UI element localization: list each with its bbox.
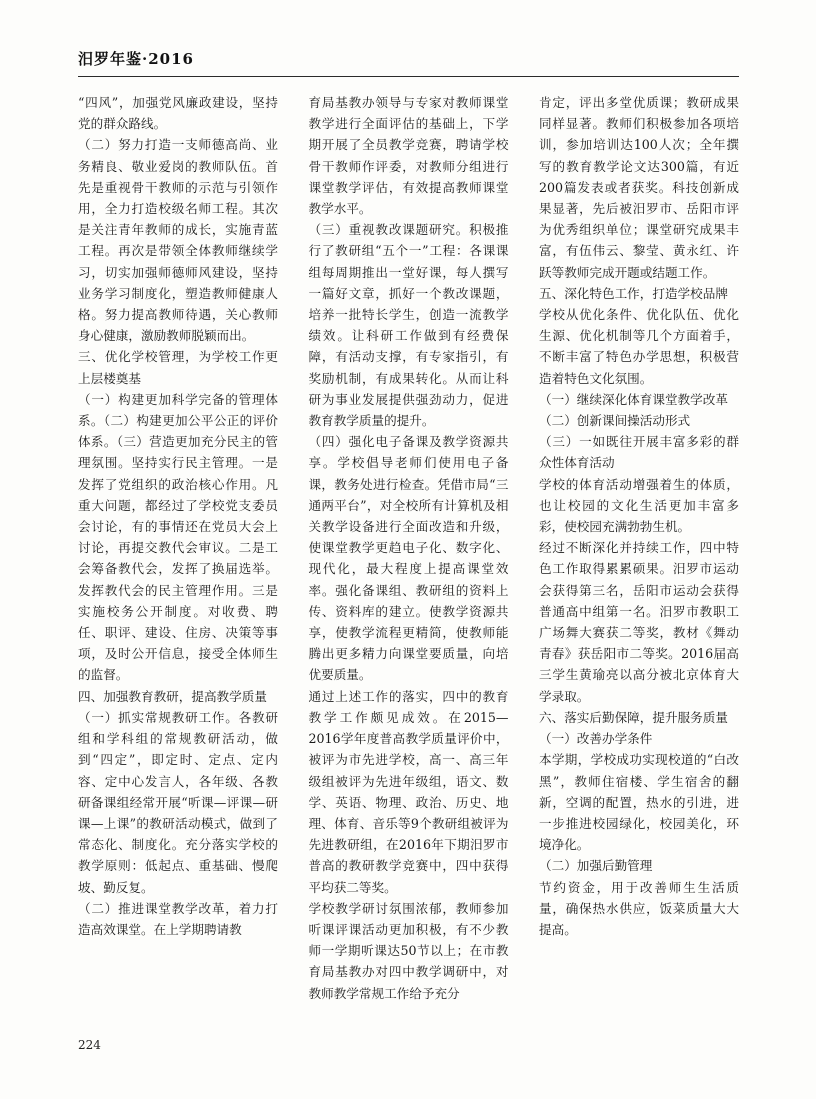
paragraph: 通过上述工作的落实，四中的教育教学工作颇见成效。在2015—2016学年度普高教学质量评价中，被评为市先进学校，高一、高三年级组被评为先进年级组，语文、数学、英语、物理、政治、历史、地理、体育、音乐等9个教研组被评为先进教研组，在2016年下期汨罗市普高的教研教学竞赛中，四中获得平均获二等奖。 [308,688,509,895]
paragraph: 育局基教办领导与专家对教师课堂教学进行全面评估的基础上，下学期开展了全员教学竞赛，聘请学校骨干教师作评委，对教师分组进行课堂教学评估，有效提高教师课堂教学水平。 [308,95,509,217]
paragraph: 学校教学研讨氛围浓郁，教师参加听课评课活动更加积极，有不少教师一学期听课达50节以上；在市教育局基教办对四中教学调研中，对教师教学常规工作给予充分 [308,900,509,1001]
paragraph: （一）继续深化体育课堂教学改革 [539,391,728,407]
paragraph: （三）一如既往开展丰富多彩的群众性体育活动 [539,434,739,471]
paragraph: （二）创新课间操活动形式 [539,413,691,429]
paragraph: 学校的体育活动增强着生的体质，也让校园的文化生活更加丰富多彩，使校园充满勃勃生机。 [539,476,739,535]
paragraph: 三、优化学校管理，为学校工作更上层楼奠基 [78,349,278,386]
paragraph: （一）构建更加科学完备的管理体系。（二）构建更加公平公正的评价体系。（三）营造更加充分民主的管理氛围。坚持实行民主管理。一是发挥了党组织的政治核心作用。凡重大问题，都经过了学校党支委员会讨论，有的事情还在党员大会上讨论，再提交教代会审议。二是工会筹备教代会，发挥了换届选举。发挥教代会的民主管理作用。三是实施校务公开制度。对收费、聘任、职评、建设、住房、决策等事项，及时公开信息，接受全体师生的监督。 [78,391,278,683]
paragraph: （二）推进课堂教学改革，着力打造高效课堂。在上学期聘请教 [78,900,278,937]
paragraph: （四）强化电子备课及教学资源共享。学校倡导老师们使用电子备课，教务处进行检查。凭借市局“三通两平台”，对全校所有计算机及相关教学设备进行全面改造和升级，使课堂教学更趋电子化、数字化、现代化，最大程度上提高课堂效率。强化备课组、教研组的资料上传、资料库的建立。使教学资源共享，使教学流程更精简，使教师能腾出更多精力向课堂要质量，向培优要质量。 [308,434,509,683]
column-middle [309,92,509,1032]
page-number: 224 [78,1038,101,1052]
header-divider [78,76,739,77]
paragraph: （二）努力打造一支师德高尚、业务精良、敬业爱岗的教师队伍。首先是重视骨干教师的示范与引领作用，全力打造校级名师工程。其次是关注青年教师的成长，实施青蓝工程。再次是带领全体教师继续学习，切实加强师德师风建设，坚持业务学习制度化，塑造教师健康人格。努力提高教师待遇，关心教师身心健康，激励教师脱颖而出。 [78,137,278,344]
paragraph: 六、落实后勤保障，提升服务质量 [539,709,728,725]
text-columns [78,92,739,1032]
paragraph: 经过不断深化并持续工作，四中特色工作取得累累硕果。汨罗市运动会获得第三名，岳阳市运动会获得普通高中组第一名。汨罗市教职工广场舞大赛获二等奖，教材《舞动青春》获岳阳市二等奖。2016届高三学生黄瑜亮以高分被北京体育大学录取。 [539,540,739,704]
paragraph: 节约资金，用于改善师生生活质量，确保热水供应，饭菜质量大大提高。 [539,879,739,937]
paragraph: （三）重视教改课题研究。积极推行了教研组“五个一”工程：各课课组每周期推出一堂好课，每人撰写一篇好文章，抓好一个教改课题，培养一批特长学生，创造一流教学绩效。让科研工作做到有经费保障，有活动支撑，有专家指引，有奖励机制，有成果转化。从而让科研为事业发展提供强劲动力，促进教育教学质量的提升。 [308,222,509,429]
paragraph: 四、加强教育教研，提高教学质量 [78,688,267,704]
paragraph: （一）改善办学条件 [539,731,653,747]
paragraph: “四风”，加强党风廉政建设，坚持党的群众路线。 [78,95,278,132]
paragraph: 本学期，学校成功实现校道的“白改黑”，教师住宿楼、学生宿舍的翻新，空调的配置，热水的引进，进一步推进校园绿化，校园美化，环境净化。 [539,752,739,853]
book-title: 汨罗年鉴·2016 [78,50,194,68]
paragraph: 肯定，评出多堂优质课；教研成果同样显著。教师们积极参加各项培训，参加培训达100人次；全年撰写的教育教学论文达300篇，有近200篇发表或者获奖。科技创新成果显著，先后被汨罗市、岳阳市评为优秀组织单位；课堂研究成果丰富，有伍伟云、黎莹、黄永红、许跃等教师完成开题或结题工作。 [539,95,739,280]
column-right [539,92,739,1032]
column-left [78,92,278,1032]
paragraph: 学校从优化条件、优化队伍、优化生源、优化机制等几个方面着手，不断丰富了特色办学思想，积极营造着特色文化氛围。 [539,307,739,386]
paragraph: （二）加强后勤管理 [539,858,653,874]
page-header [78,48,738,69]
paragraph: 五、深化特色工作，打造学校品牌 [539,285,728,301]
paragraph: （一）抓实常规教研工作。各教研组和学科组的常规教研活动，做到“四定”，即定时、定点、定内容、定中心发言人，各年级、各教研备课组经常开展“听课—评课—研课—上课”的教研活动模式，做到了常态化、制度化。充分落实学校的教学原则：低起点、重基础、慢爬坡、勤反复。 [78,709,278,895]
